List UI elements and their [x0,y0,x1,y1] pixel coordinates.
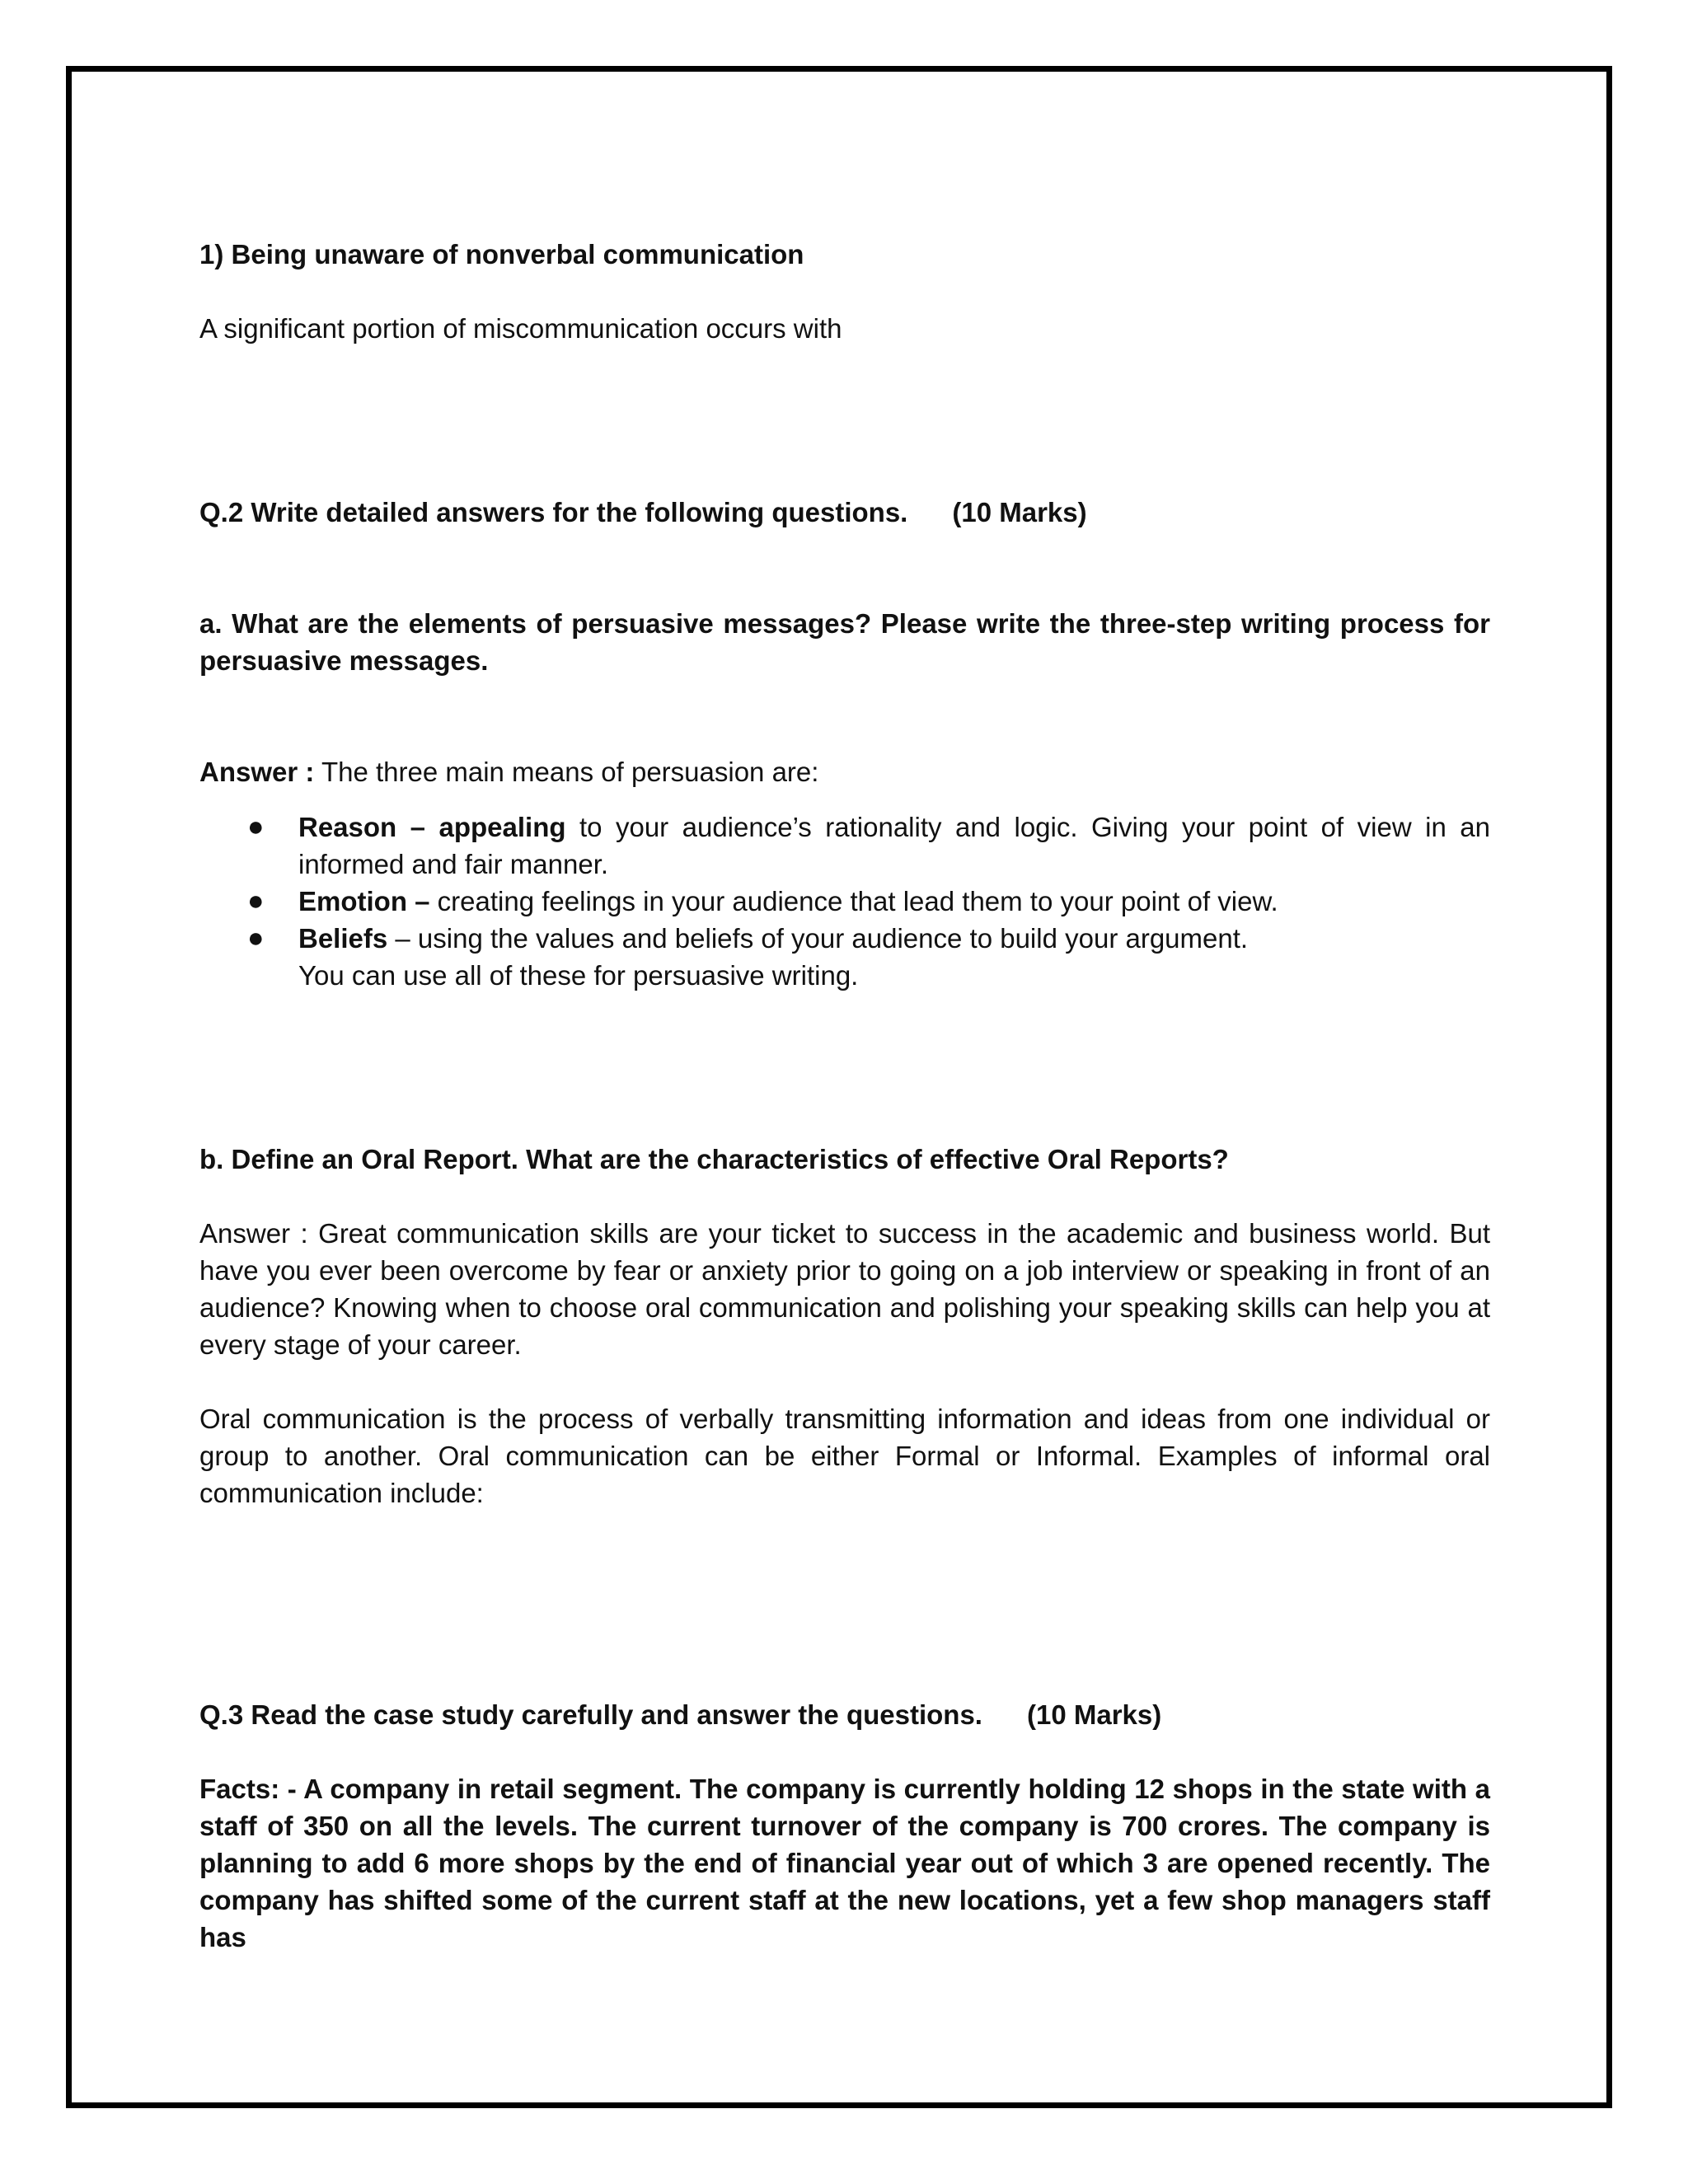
case-study-facts: Facts: - A company in retail segment. The company is currently holding 12 shops in the state with a staff of 350 on all the levels. The current turnover of the company is 700 crores. The company is planning to add 6 more shops by the end of financial year out of which 3 are opened recently. The company has shifted some of the current staff at the new locations, yet a few shop managers staff has [199,1774,1490,1952]
bullet-text: – using the values and beliefs of your audience to build your argument. [387,923,1249,954]
persuasion-bullet-list [199,808,1490,957]
bullet-icon: ● [247,885,265,916]
document-body [199,231,1490,1956]
q2-marks: (10 Marks) [952,497,1087,527]
list-item [247,920,1490,957]
q2-title: Q.2 Write detailed answers for the following questions. [199,497,908,527]
answer-b-paragraph-2: Oral communication is the process of verbally transmitting information and ideas from one individual or group to another. Oral communication can be either Formal or Informal. Examples of informal oral communication include: [199,1404,1490,1508]
q3-marks: (10 Marks) [1026,1699,1162,1730]
section-text: A significant portion of miscommunication occurs with [199,313,842,344]
question-b: b. Define an Oral Report. What are the characteristics of effective Oral Reports? [199,1144,1229,1174]
bullet-note: You can use all of these for persuasive writing. [298,960,859,991]
bullet-term: Beliefs [298,923,388,954]
q3-heading [199,1696,1490,1733]
answer-intro-text: The three main means of persuasion are: [314,757,819,787]
answer-b-paragraph-1: Answer : Great communication skills are your ticket to success in the academic and business world. But have you ever been overcome by fear or anxiety prior to going on a job interview or speaking in front of an audience? Knowing when to choose oral communication and polishing your speaking skills can help you at every stage of your career. [199,1218,1490,1360]
list-item [247,808,1490,883]
answer-label: Answer : [199,757,315,787]
bullet-term: Reason – appealing [298,812,566,842]
q2-heading [199,494,1490,531]
bullet-text: creating feelings in your audience that lead them to your point of view. [429,886,1278,916]
bullet-icon: ● [247,811,265,842]
bullet-term: Emotion – [298,886,430,916]
bullet-text: to your audience’s rationality and logic. Giving your point of view in an informed and fair manner. [298,812,1490,879]
bullet-icon: ● [247,922,265,954]
list-item [247,883,1490,920]
question-a: a. What are the elements of persuasive messages? Please write the three-step writing process for persuasive messages. [199,608,1490,676]
q3-title: Q.3 Read the case study carefully and answer the questions. [199,1699,982,1730]
section-heading: 1) Being unaware of nonverbal communication [199,239,804,269]
answer-a-intro [199,753,1490,790]
